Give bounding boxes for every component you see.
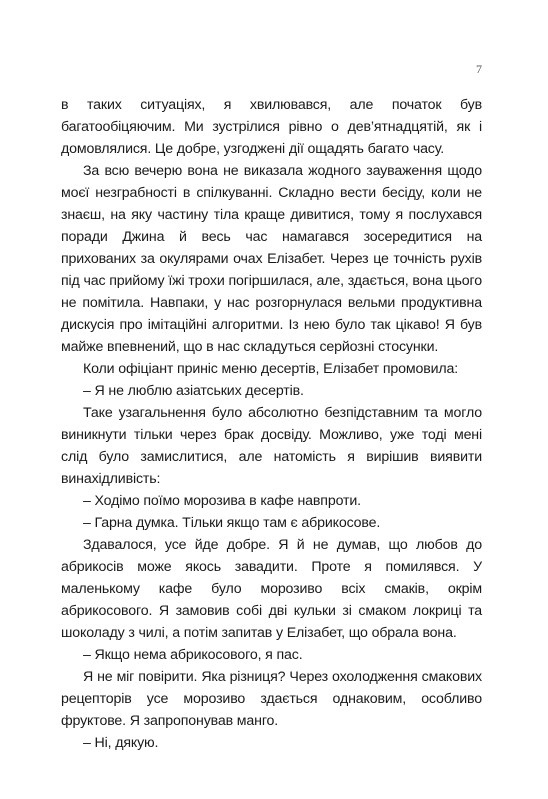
dialogue-line: – Якщо нема абрикосового, я пас. [83, 647, 303, 663]
dialogue-line: – Я не люблю азіатських десертів. [83, 383, 304, 399]
paragraph: Коли офіціант приніс меню десертів, Елізабет промовила: [83, 361, 459, 377]
paragraph: Я не міг повірити. Яка різниця? Через охолодження смакових рецепторів усе морозиво здається однаковим, особливо фруктове. Я запропонував манго. [61, 669, 482, 729]
page-number: 7 [476, 62, 482, 76]
paragraph: За всю вечерю вона не виказала жодного зауваження щодо моєї незграбності в спілкуванні. Складно вести бесіду, коли не знаєш, на яку частину тіла краще дивитися, тому я послухався поради Джина й весь час намагався зосередитися на прихованих за окулярами очах Елізабет. Через це точність рухів під час прийому їжі трохи погіршилася, але, здається, вона цього не помітила. Навпаки, у нас розгорнулася вельми продуктивна дискусія про імітаційні алгоритми. Із нею було так цікаво! Я був майже впевнений, що в нас складуться серйозні стосунки. [61, 163, 482, 355]
dialogue-line: – Ні, дякую. [83, 735, 159, 751]
paragraph: в таких ситуаціях, я хвилювався, але початок був багатообіцяючим. Ми зустрілися рівно о дев’ятнадцятій, як і домовлялися. Це добре, узгоджені дії ощадять багато часу. [61, 97, 482, 157]
dialogue-line: – Ходімо поїмо морозива в кафе навпроти. [83, 493, 361, 509]
dialogue-line: – Гарна думка. Тільки якщо там є абрикосове. [83, 515, 381, 531]
paragraph: Таке узагальнення було абсолютно безпідставним та могло виникнути тільки через брак досвіду. Можливо, уже тоді мені слід було замислитися, але натомість я вирішив виявити винахідливість: [61, 405, 482, 487]
paragraph: Здавалося, усе йде добре. Я й не думав, що любов до абрикосів може якось завадити. Проте я помилявся. У маленькому кафе було морозиво всіх смаків, окрім абрикосового. Я замовив собі дві кульки зі смаком локриці та шоколаду з чилі, а потім запитав у Елізабет, що обрала вона. [61, 537, 482, 641]
text-body [61, 94, 482, 754]
